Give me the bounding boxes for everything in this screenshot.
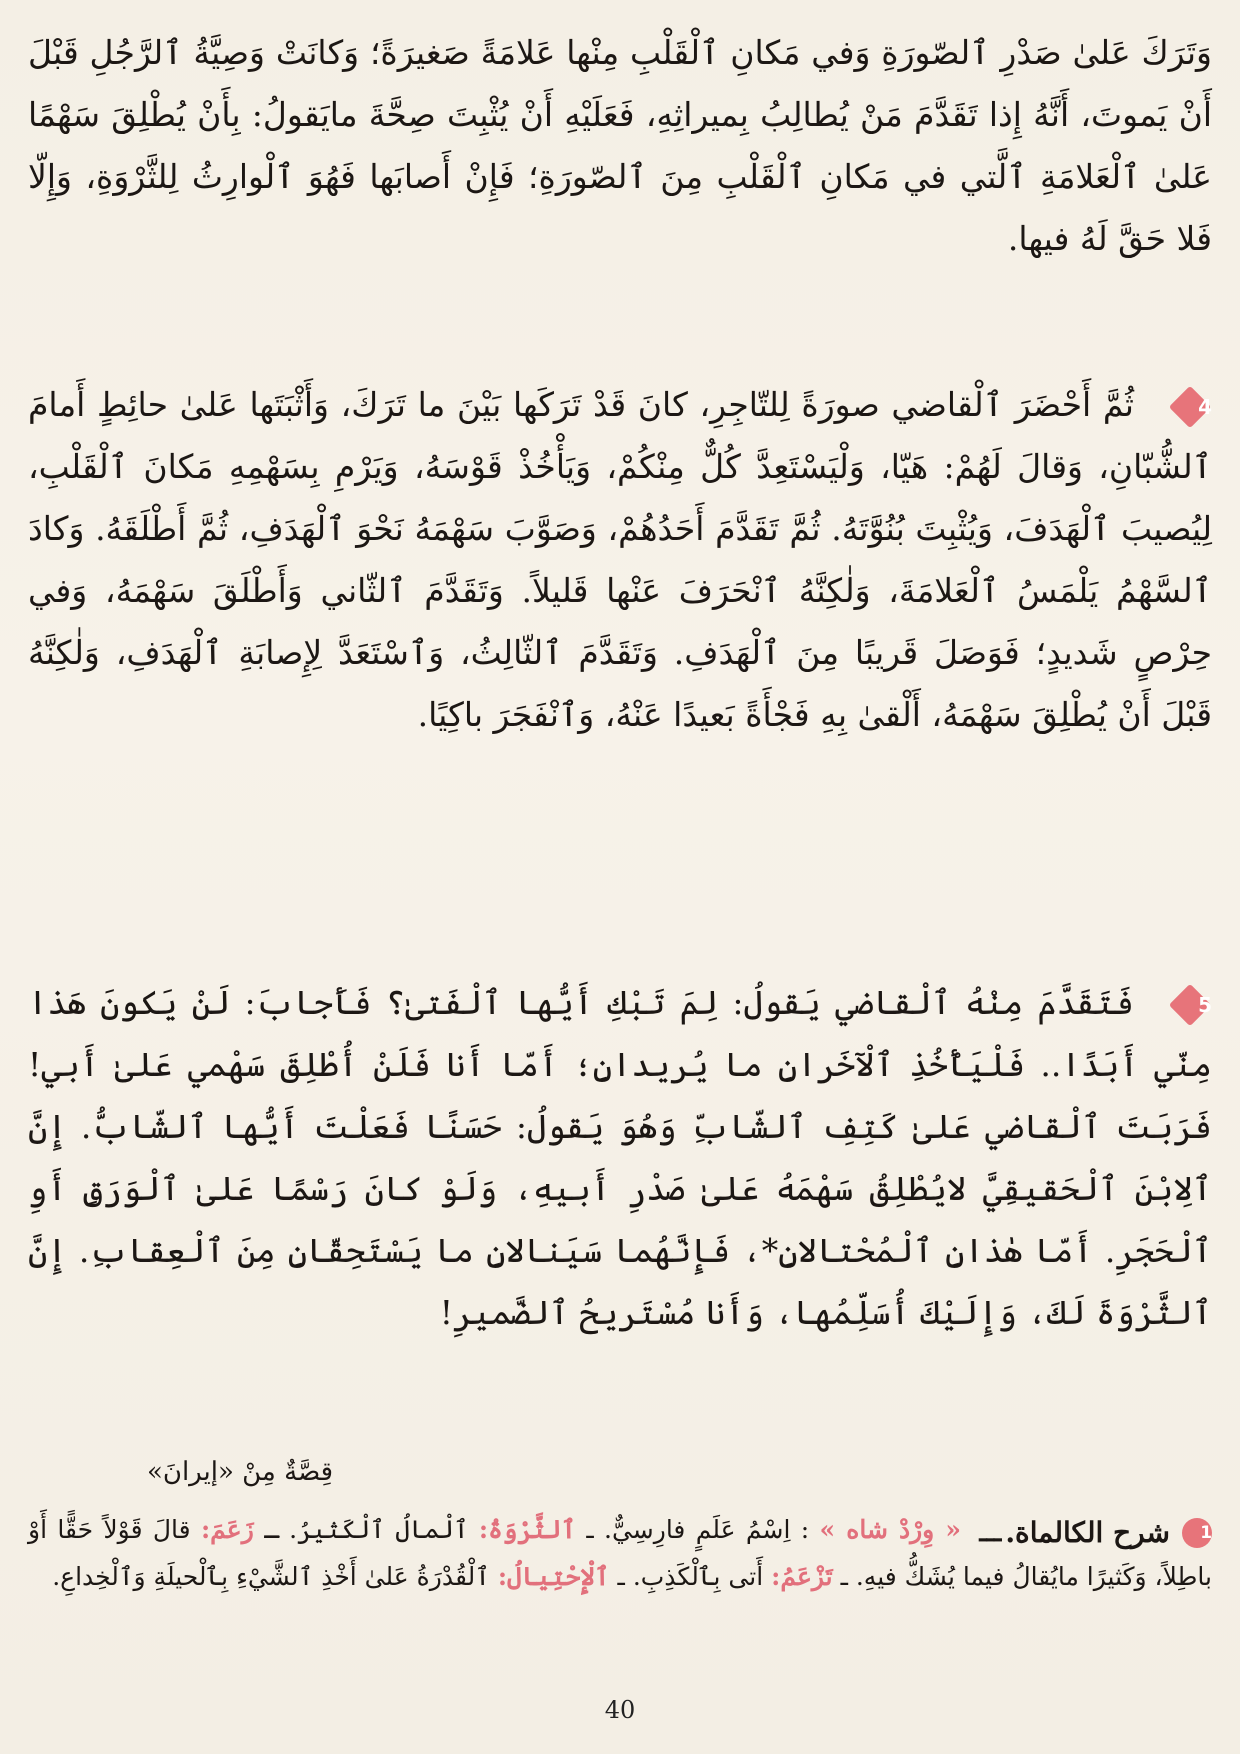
glossary-definition: ٱلْقُدْرَةُ عَلىٰ أَخْذِ ٱلشَّيْءِ بِٱلْحيلَةِ وَٱلْخِداعِ. (52, 1562, 490, 1591)
paragraph-1-text: وَتَرَكَ عَلىٰ صَدْرِ ٱلصّورَةِ وَفي مَكانِ ٱلْقَلْبِ مِنْها عَلامَةً صَغيرَةً؛ وَكانَتْ وَصِيَّةُ ٱلرَّجُلِ قَبْلَ أَنْ يَموتَ، أَنَّهُ إِذا تَقَدَّمَ مَنْ يُطالِبُ بِميراثِهِ، فَعَلَيْهِ أَنْ يُثْبِتَ صِحَّةَ مايَقولُ: بِأَنْ يُطْلِقَ سَهْمًا عَلىٰ ٱلْعَلامَةِ ٱلَّتي في مَكانِ ٱلْقَلْبِ مِنَ ٱلصّورَةِ؛ فَإِنْ أَصابَها فَهُوَ ٱلْوارِثُ لِلثَّرْوَةِ، وَإِلّا فَلا حَقَّ لَهُ فيها. (28, 33, 1212, 258)
paragraph-5 (28, 972, 1212, 1344)
glossary-definition: قالَ قَوْلاً حَقًّا أَوْ باطِلاً، وَكَثيرًا مايُقالُ فيما يُشَكُّ فيهِ. ـ (28, 1515, 1212, 1591)
glossary-definition: ٱلْمالُ ٱلْكَثيرُ. ـ (264, 1515, 469, 1544)
glossary-number-badge: 1 (1182, 1518, 1212, 1548)
glossary-term: تَزْعَمُ: (771, 1562, 833, 1591)
paragraph-4-number: 4 (1198, 395, 1212, 419)
paragraph-4-text: ثُمَّ أَحْضَرَ ٱلْقاضي صورَةً لِلتّاجِرِ، كانَ قَدْ تَرَكَها بَيْنَ ما تَرَكَ، وَأَثْبَتَها عَلىٰ حائِطٍ أَمامَ ٱلشُّبّانِ، وَقالَ لَهُمْ: هَيّا، وَلْيَسْتَعِدَّ كُلٌّ مِنْكُمْ، وَيَأْخُذْ قَوْسَهُ، وَيَرْمِ بِسَهْمِهِ مَكانَ ٱلْقَلْبِ، لِيُصيبَ ٱلْهَدَفَ، وَيُثْبِتَ بُنُوَّتَهُ. ثُمَّ تَقَدَّمَ أَحَدُهُمْ، وَصَوَّبَ سَهْمَهُ نَحْوَ ٱلْهَدَفِ، ثُمَّ أَطْلَقَهُ. وَكادَ ٱلسَّهْمُ يَلْمَسُ ٱلْعَلامَةَ، وَلٰكِنَّهُ ٱنْحَرَفَ عَنْها قَليلاً. وَتَقَدَّمَ ٱلثّاني وَأَطْلَقَ سَهْمَهُ، وَفي حِرْصٍ شَديدٍ؛ فَوَصَلَ قَريبًا مِنَ ٱلْهَدَفِ. وَتَقَدَّمَ ٱلثّالِثُ، وَٱسْتَعَدَّ لِإِصابَةِ ٱلْهَدَفِ، وَلٰكِنَّهُ قَبْلَ أَنْ يُطْلِقَ سَهْمَهُ، أَلْقىٰ بِهِ فَجْأَةً بَعيدًا عَنْهُ، وَٱنْفَجَرَ باكِيًا. (28, 385, 1212, 734)
glossary-heading (971, 1511, 1212, 1555)
story-source: قِصَّةٌ مِنْ «إيرانَ» (146, 1457, 334, 1487)
page-number: 40 (604, 1696, 636, 1724)
glossary-dash: ـــ (979, 1518, 1002, 1547)
glossary-term: « وِرْدْ شاه » (819, 1515, 961, 1544)
paragraph-5-number: 5 (1198, 993, 1212, 1017)
glossary-term: ٱلْإِحْتِيالُ: (497, 1562, 610, 1591)
glossary-term: زَعَمَ: (200, 1515, 254, 1544)
paragraph-marker-4 (1168, 385, 1212, 429)
glossary-title: شرح الكالماة. (1005, 1516, 1171, 1549)
paragraph-5-text: فَتَقَدَّمَ مِنْهُ ٱلْقاضي يَقولُ: لِمَ تَبْكِ أَيُّها ٱلْفَتىٰ؟ فَأَجابَ: لَنْ يَكونَ هَذا مِنّي أَبَدًا.. فَلْيَأْخُذِ ٱلْآخَرانِ ما يُريدانِ؛ أَمّا أَنا فَلَنْ أُطْلِقَ سَهْمي عَلىٰ أَبي! فَرَبَتَ ٱلْقاضي عَلىٰ كَتِفِ ٱلشّابِّ وَهُوَ يَقولُ: حَسَنًا فَعَلْتَ أَيُّها ٱلشّابُّ. إِنَّ ٱلِابْنَ ٱلْحَقيقِيَّ لايُطْلِقُ سَهْمَهُ عَلىٰ صَدْرِ أَبيهِ، وَلَوْ كانَ رَسْمًا عَلىٰ ٱلْوَرَقِ أَوِ ٱلْحَجَرِ. أَمّا هٰذانِ ٱلْمُحْتالانِ*، فَإِنَّهُما سَيَنالانِ ما يَسْتَحِقّانِ مِنَ ٱلْعِقابِ. إِنَّ ٱلثَّرْوَةَ لَكَ، وَإِلَيْكَ أُسَلِّمُها، وَأَنا مُسْتَريحُ ٱلضَّميرِ! (28, 983, 1212, 1332)
glossary-definition: : اِسْمُ عَلَمٍ فارِسِيٌّ. ـ (586, 1515, 810, 1544)
glossary (28, 1508, 1212, 1599)
glossary-term: ٱلثَّرْوَةُ: (478, 1515, 577, 1544)
paragraph-4 (28, 374, 1212, 746)
paragraph-marker-5 (1168, 983, 1212, 1027)
paragraph-continuation (28, 22, 1212, 270)
glossary-definition: أَتى بِٱلْكَذِبِ. ـ (617, 1562, 764, 1591)
